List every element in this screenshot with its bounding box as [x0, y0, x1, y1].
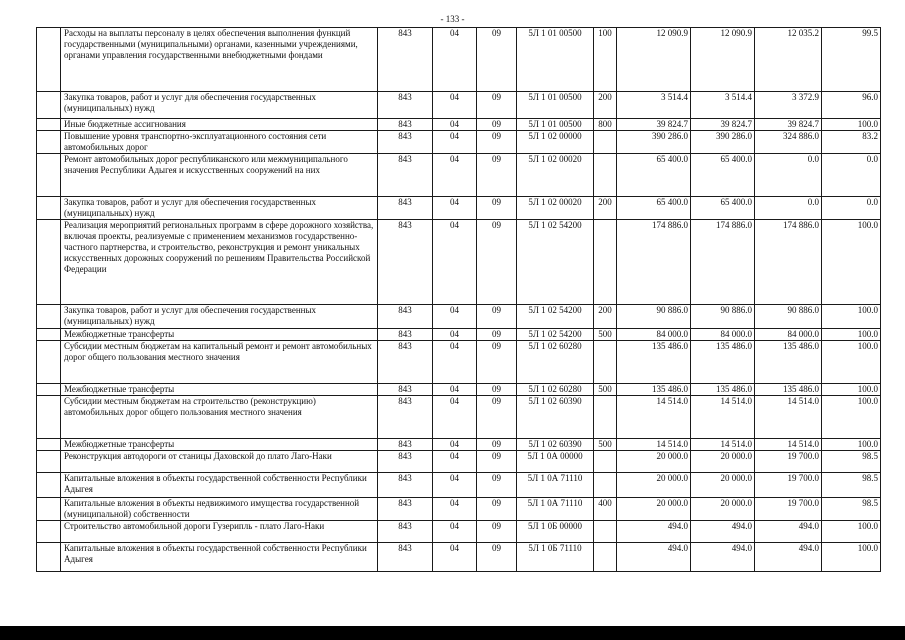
row-number-cell	[37, 154, 61, 197]
table-row	[37, 521, 881, 543]
row-description: Субсидии местным бюджетам на строительство (реконструкцию) автомобильных дорог общего пользования местного значения	[61, 396, 378, 439]
row-number-cell	[37, 396, 61, 439]
approved-amount: 20 000.0	[617, 473, 691, 498]
ministry-code: 843	[378, 384, 433, 396]
executed-amount: 174 886.0	[755, 220, 822, 305]
row-number-cell	[37, 131, 61, 154]
table-row	[37, 498, 881, 521]
ministry-code: 843	[378, 92, 433, 119]
row-number-cell	[37, 384, 61, 396]
executed-amount: 494.0	[755, 521, 822, 543]
specified-amount: 14 514.0	[691, 439, 755, 451]
section-code: 04	[433, 439, 477, 451]
section-code: 04	[433, 498, 477, 521]
target-article-code: 5Л 1 02 60280	[517, 341, 594, 384]
expense-type-code: 100	[594, 28, 617, 92]
row-description: Межбюджетные трансферты	[61, 439, 378, 451]
executed-amount: 14 514.0	[755, 396, 822, 439]
row-description: Расходы на выплаты персоналу в целях обеспечения выполнения функций государственными (муниципальными) органами, казенными учреждениями, органами управления государственными внебюджетными фондами	[61, 28, 378, 92]
execution-percent: 0.0	[822, 197, 881, 220]
subsection-code: 09	[477, 329, 517, 341]
table-row	[37, 384, 881, 396]
execution-percent: 98.5	[822, 473, 881, 498]
target-article-code: 5Л 1 02 60390	[517, 439, 594, 451]
executed-amount: 19 700.0	[755, 498, 822, 521]
row-description: Межбюджетные трансферты	[61, 384, 378, 396]
row-number-cell	[37, 197, 61, 220]
specified-amount: 135 486.0	[691, 341, 755, 384]
table-row	[37, 396, 881, 439]
expense-type-code	[594, 451, 617, 473]
target-article-code: 5Л 1 02 60390	[517, 396, 594, 439]
section-code: 04	[433, 543, 477, 572]
executed-amount: 0.0	[755, 154, 822, 197]
executed-amount: 0.0	[755, 197, 822, 220]
execution-percent: 98.5	[822, 451, 881, 473]
ministry-code: 843	[378, 154, 433, 197]
target-article-code: 5Л 1 02 60280	[517, 384, 594, 396]
row-number-cell	[37, 439, 61, 451]
table-row	[37, 451, 881, 473]
subsection-code: 09	[477, 92, 517, 119]
executed-amount: 19 700.0	[755, 473, 822, 498]
executed-amount: 135 486.0	[755, 384, 822, 396]
section-code: 04	[433, 220, 477, 305]
approved-amount: 390 286.0	[617, 131, 691, 154]
subsection-code: 09	[477, 341, 517, 384]
row-number-cell	[37, 543, 61, 572]
specified-amount: 20 000.0	[691, 451, 755, 473]
ministry-code: 843	[378, 451, 433, 473]
row-description: Капитальные вложения в объекты недвижимого имущества государственной (муниципальной) собственности	[61, 498, 378, 521]
target-article-code: 5Л 1 02 00000	[517, 131, 594, 154]
ministry-code: 843	[378, 341, 433, 384]
section-code: 04	[433, 396, 477, 439]
ministry-code: 843	[378, 305, 433, 329]
subsection-code: 09	[477, 396, 517, 439]
approved-amount: 494.0	[617, 521, 691, 543]
expense-type-code	[594, 473, 617, 498]
subsection-code: 09	[477, 154, 517, 197]
row-number-cell	[37, 305, 61, 329]
expense-type-code: 500	[594, 329, 617, 341]
table-row	[37, 305, 881, 329]
section-code: 04	[433, 154, 477, 197]
row-description: Повышение уровня транспортно-эксплуатационного состояния сети автомобильных дорог	[61, 131, 378, 154]
row-description: Реализация мероприятий региональных программ в сфере дорожного хозяйства, включая проекты, реализуемые с применением механизмов государственно-частного партнерства, и строительство, реконструкция и ремонт уникальных искусственных дорожных сооружений по решениям Правительства Российской Федерации	[61, 220, 378, 305]
row-number-cell	[37, 498, 61, 521]
ministry-code: 843	[378, 543, 433, 572]
section-code: 04	[433, 473, 477, 498]
approved-amount: 65 400.0	[617, 197, 691, 220]
section-code: 04	[433, 197, 477, 220]
table-row	[37, 220, 881, 305]
target-article-code: 5Л 1 0А 71110	[517, 473, 594, 498]
ministry-code: 843	[378, 220, 433, 305]
expense-type-code	[594, 396, 617, 439]
target-article-code: 5Л 1 02 54200	[517, 220, 594, 305]
expense-type-code: 500	[594, 439, 617, 451]
execution-percent: 100.0	[822, 521, 881, 543]
executed-amount: 12 035.2	[755, 28, 822, 92]
table-row	[37, 154, 881, 197]
approved-amount: 135 486.0	[617, 384, 691, 396]
specified-amount: 39 824.7	[691, 119, 755, 131]
target-article-code: 5Л 1 0Б 00000	[517, 521, 594, 543]
row-number-cell	[37, 92, 61, 119]
target-article-code: 5Л 1 02 00020	[517, 154, 594, 197]
budget-table	[36, 27, 881, 572]
ministry-code: 843	[378, 329, 433, 341]
approved-amount: 12 090.9	[617, 28, 691, 92]
specified-amount: 20 000.0	[691, 473, 755, 498]
ministry-code: 843	[378, 473, 433, 498]
row-description: Закупка товаров, работ и услуг для обеспечения государственных (муниципальных) нужд	[61, 197, 378, 220]
target-article-code: 5Л 1 01 00500	[517, 92, 594, 119]
execution-percent: 100.0	[822, 543, 881, 572]
table-row	[37, 543, 881, 572]
row-number-cell	[37, 28, 61, 92]
subsection-code: 09	[477, 473, 517, 498]
specified-amount: 135 486.0	[691, 384, 755, 396]
section-code: 04	[433, 92, 477, 119]
subsection-code: 09	[477, 28, 517, 92]
execution-percent: 100.0	[822, 439, 881, 451]
execution-percent: 0.0	[822, 154, 881, 197]
specified-amount: 494.0	[691, 521, 755, 543]
execution-percent: 100.0	[822, 341, 881, 384]
target-article-code: 5Л 1 0А 71110	[517, 498, 594, 521]
execution-percent: 83.2	[822, 131, 881, 154]
row-number-cell	[37, 473, 61, 498]
executed-amount: 324 886.0	[755, 131, 822, 154]
subsection-code: 09	[477, 439, 517, 451]
table-row	[37, 92, 881, 119]
executed-amount: 135 486.0	[755, 341, 822, 384]
expense-type-code: 200	[594, 305, 617, 329]
expense-type-code: 400	[594, 498, 617, 521]
executed-amount: 84 000.0	[755, 329, 822, 341]
subsection-code: 09	[477, 498, 517, 521]
expense-type-code: 500	[594, 384, 617, 396]
table-row	[37, 28, 881, 92]
ministry-code: 843	[378, 197, 433, 220]
execution-percent: 100.0	[822, 220, 881, 305]
ministry-code: 843	[378, 521, 433, 543]
row-number-cell	[37, 220, 61, 305]
expense-type-code	[594, 521, 617, 543]
ministry-code: 843	[378, 119, 433, 131]
ministry-code: 843	[378, 131, 433, 154]
executed-amount: 14 514.0	[755, 439, 822, 451]
table-row	[37, 197, 881, 220]
subsection-code: 09	[477, 119, 517, 131]
specified-amount: 3 514.4	[691, 92, 755, 119]
row-description: Реконструкция автодороги от станицы Даховской до плато Лаго-Наки	[61, 451, 378, 473]
executed-amount: 3 372.9	[755, 92, 822, 119]
target-article-code: 5Л 1 0Б 71110	[517, 543, 594, 572]
target-article-code: 5Л 1 02 54200	[517, 305, 594, 329]
ministry-code: 843	[378, 396, 433, 439]
row-number-cell	[37, 119, 61, 131]
subsection-code: 09	[477, 220, 517, 305]
row-description: Строительство автомобильной дороги Гузерипль - плато Лаго-Наки	[61, 521, 378, 543]
row-description: Иные бюджетные ассигнования	[61, 119, 378, 131]
subsection-code: 09	[477, 521, 517, 543]
row-number-cell	[37, 341, 61, 384]
subsection-code: 09	[477, 197, 517, 220]
table-row	[37, 119, 881, 131]
row-number-cell	[37, 521, 61, 543]
approved-amount: 20 000.0	[617, 451, 691, 473]
approved-amount: 494.0	[617, 543, 691, 572]
approved-amount: 39 824.7	[617, 119, 691, 131]
target-article-code: 5Л 1 0А 00000	[517, 451, 594, 473]
section-code: 04	[433, 28, 477, 92]
execution-percent: 100.0	[822, 384, 881, 396]
table-row	[37, 473, 881, 498]
row-description: Капитальные вложения в объекты государственной собственности Республики Адыгея	[61, 473, 378, 498]
target-article-code: 5Л 1 02 54200	[517, 329, 594, 341]
expense-type-code: 200	[594, 197, 617, 220]
specified-amount: 90 886.0	[691, 305, 755, 329]
specified-amount: 14 514.0	[691, 396, 755, 439]
executed-amount: 90 886.0	[755, 305, 822, 329]
specified-amount: 20 000.0	[691, 498, 755, 521]
section-code: 04	[433, 451, 477, 473]
section-code: 04	[433, 329, 477, 341]
section-code: 04	[433, 119, 477, 131]
executed-amount: 39 824.7	[755, 119, 822, 131]
page-number: - 133 -	[440, 14, 465, 24]
approved-amount: 3 514.4	[617, 92, 691, 119]
approved-amount: 84 000.0	[617, 329, 691, 341]
specified-amount: 494.0	[691, 543, 755, 572]
specified-amount: 12 090.9	[691, 28, 755, 92]
subsection-code: 09	[477, 384, 517, 396]
target-article-code: 5Л 1 02 00020	[517, 197, 594, 220]
subsection-code: 09	[477, 543, 517, 572]
approved-amount: 90 886.0	[617, 305, 691, 329]
row-description: Субсидии местным бюджетам на капитальный ремонт и ремонт автомобильных дорог общего пользования местного значения	[61, 341, 378, 384]
row-number-cell	[37, 329, 61, 341]
expense-type-code	[594, 341, 617, 384]
section-code: 04	[433, 384, 477, 396]
subsection-code: 09	[477, 451, 517, 473]
ministry-code: 843	[378, 498, 433, 521]
specified-amount: 84 000.0	[691, 329, 755, 341]
expense-type-code: 200	[594, 92, 617, 119]
row-description: Капитальные вложения в объекты государственной собственности Республики Адыгея	[61, 543, 378, 572]
approved-amount: 135 486.0	[617, 341, 691, 384]
table-row	[37, 341, 881, 384]
specified-amount: 174 886.0	[691, 220, 755, 305]
execution-percent: 100.0	[822, 305, 881, 329]
table-row	[37, 131, 881, 154]
approved-amount: 65 400.0	[617, 154, 691, 197]
subsection-code: 09	[477, 131, 517, 154]
row-description: Ремонт автомобильных дорог республиканского или межмуниципального значения Республики Адыгея и искусственных сооружений на них	[61, 154, 378, 197]
row-description: Закупка товаров, работ и услуг для обеспечения государственных (муниципальных) нужд	[61, 92, 378, 119]
ministry-code: 843	[378, 28, 433, 92]
execution-percent: 100.0	[822, 119, 881, 131]
specified-amount: 390 286.0	[691, 131, 755, 154]
scan-edge-band	[0, 626, 905, 640]
expense-type-code	[594, 543, 617, 572]
section-code: 04	[433, 521, 477, 543]
approved-amount: 174 886.0	[617, 220, 691, 305]
subsection-code: 09	[477, 305, 517, 329]
execution-percent: 98.5	[822, 498, 881, 521]
execution-percent: 100.0	[822, 329, 881, 341]
execution-percent: 100.0	[822, 396, 881, 439]
expense-type-code	[594, 154, 617, 197]
execution-percent: 99.5	[822, 28, 881, 92]
target-article-code: 5Л 1 01 00500	[517, 28, 594, 92]
table-body	[37, 28, 881, 572]
executed-amount: 494.0	[755, 543, 822, 572]
target-article-code: 5Л 1 01 00500	[517, 119, 594, 131]
table-row	[37, 439, 881, 451]
expense-type-code: 800	[594, 119, 617, 131]
expense-type-code	[594, 220, 617, 305]
approved-amount: 14 514.0	[617, 396, 691, 439]
row-description: Межбюджетные трансферты	[61, 329, 378, 341]
section-code: 04	[433, 131, 477, 154]
section-code: 04	[433, 341, 477, 384]
section-code: 04	[433, 305, 477, 329]
approved-amount: 20 000.0	[617, 498, 691, 521]
ministry-code: 843	[378, 439, 433, 451]
execution-percent: 96.0	[822, 92, 881, 119]
specified-amount: 65 400.0	[691, 197, 755, 220]
approved-amount: 14 514.0	[617, 439, 691, 451]
row-number-cell	[37, 451, 61, 473]
table-row	[37, 329, 881, 341]
specified-amount: 65 400.0	[691, 154, 755, 197]
executed-amount: 19 700.0	[755, 451, 822, 473]
row-description: Закупка товаров, работ и услуг для обеспечения государственных (муниципальных) нужд	[61, 305, 378, 329]
expense-type-code	[594, 131, 617, 154]
